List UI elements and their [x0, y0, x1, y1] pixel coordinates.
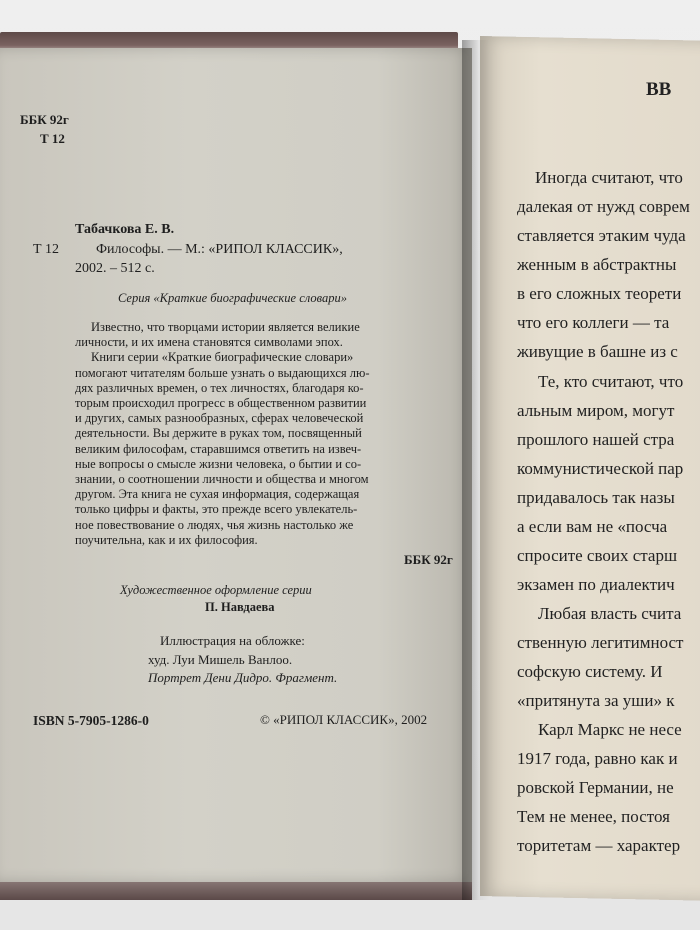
annotation-line: другом. Эта книга не сухая информация, содержащая [75, 487, 360, 502]
right-line: Тем не менее, постоя [517, 807, 670, 826]
right-line: спросите своих старш [517, 546, 678, 565]
right-line: софскую систему. И [517, 662, 663, 681]
cover-portrait: Портрет Дени Дидро. Фрагмент. [148, 670, 338, 685]
cover-artist: худ. Луи Мишель Ванлоо. [148, 652, 293, 667]
catalog-mark: Т 12 [33, 242, 60, 257]
annotation-line: и других, самых разнообразных, сферах человеческой [75, 411, 364, 426]
annotation-line: личности, и их имена становятся символами эпох. [75, 335, 343, 350]
right-line: альным миром, могут [517, 401, 675, 420]
right-line: женным в абстрактны [517, 255, 677, 274]
annotation-line: деятельности. Вы держите в руках том, посвященный [75, 426, 362, 441]
annotation-line: торым происходил прогресс в общественном развитии [75, 396, 367, 411]
isbn: ISBN 5-7905-1286-0 [33, 713, 149, 728]
right-line: Любая власть счита [538, 604, 682, 623]
annotation-line: поучительна, как и их философия. [75, 532, 258, 547]
book-cover-bottom-edge [0, 880, 472, 900]
right-line: 1917 года, равно как и [517, 749, 678, 768]
designer-name: П. Навдаева [205, 600, 275, 614]
right-line: «притянута за уши» к [517, 691, 675, 710]
copyright: © «РИПОЛ КЛАССИК», 2002 [260, 712, 428, 727]
right-page-text [490, 40, 700, 900]
right-line: далекая от нужд соврем [517, 197, 690, 216]
classification-code: ББК 92г [20, 112, 69, 127]
year-pages: 2002. – 512 с. [75, 261, 155, 276]
chapter-heading: ВВ [646, 79, 672, 100]
annotation-line: ное повествование о людях, чья жизнь настолько же [75, 517, 354, 532]
annotation-line: Книги серии «Краткие биографические словари» [91, 350, 354, 365]
annotation-line: великим философам, старавшимся ответить на извеч- [75, 441, 362, 456]
classification-code-bottom: ББК 92г [404, 552, 453, 567]
right-line: Карл Маркс не несе [538, 720, 682, 739]
cover-illustration-label: Иллюстрация на обложке: [160, 633, 305, 648]
annotation-line: дях различных времен, о тех личностях, благодаря ко- [75, 380, 364, 395]
author-mark: Т 12 [40, 131, 65, 146]
right-line: экзамен по диалектич [517, 575, 675, 594]
annotation-line: только цифры и факты, это прежде всего увлекатель- [75, 502, 358, 517]
annotation-line: ные вопросы о смысле жизни человека, о бытии и со- [75, 456, 362, 471]
design-label: Художественное оформление серии [120, 583, 312, 597]
right-line: живущие в башне из с [517, 342, 678, 361]
right-line: придавалось так назы [517, 488, 675, 507]
annotation-line: знании, о соотношении личности и общества и многом [75, 472, 369, 487]
right-line: а если вам не «посча [517, 517, 668, 536]
author-name: Табачкова Е. В. [75, 222, 175, 237]
book-title-line: Философы. — М.: «РИПОЛ КЛАССИК», [96, 242, 343, 257]
series-line: Серия «Краткие биографические словари» [118, 291, 347, 305]
right-line: коммунистической пар [517, 459, 684, 478]
annotation [75, 320, 455, 548]
right-line: ровской Германии, не [517, 778, 674, 797]
annotation-line: Известно, что творцами истории является великие [91, 320, 360, 334]
right-line: в его сложных теорети [517, 284, 682, 303]
right-line: прошлого нашей стра [517, 430, 675, 449]
right-line: ставляется этаким чуда [517, 226, 686, 245]
book-gutter [462, 40, 490, 900]
right-line: Те, кто считают, что [538, 372, 684, 391]
right-line: торитетам — характер [517, 836, 681, 855]
right-line: Иногда считают, что [535, 168, 683, 187]
annotation-line: помогают читателям больше узнать о выдающихся лю- [75, 365, 370, 380]
right-line: ственную легитимност [517, 633, 684, 652]
right-line: что его коллеги — та [517, 313, 670, 332]
